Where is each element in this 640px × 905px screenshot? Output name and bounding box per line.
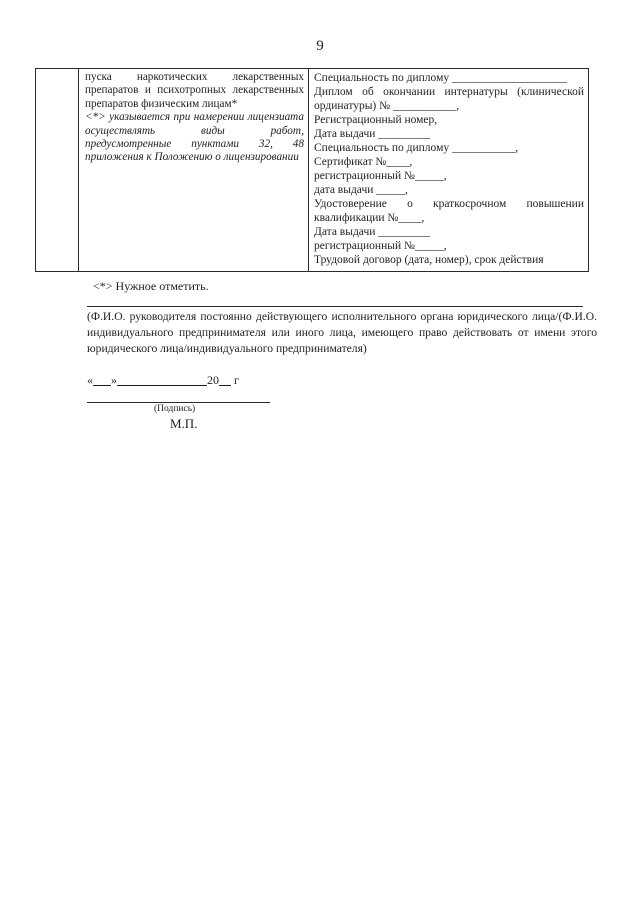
detail-line: дата выдачи _____, xyxy=(314,184,408,196)
description-note: <*> указывается при намерении лицензиата осуществлять виды работ, предусмотренные пунктами 32, 48 приложения к Положению о лицензировании xyxy=(85,111,304,164)
detail-line: Сертификат №____, xyxy=(314,156,413,168)
name-signature-line xyxy=(87,306,583,307)
date-open-quote: « xyxy=(87,373,93,387)
table-cell-number xyxy=(36,69,79,272)
stamp-label: М.П. xyxy=(170,416,198,431)
detail-line: Трудовой договор (дата, номер), срок действия xyxy=(314,254,544,266)
detail-line: Специальность по диплому ____________________ xyxy=(314,72,567,84)
detail-line: Дата выдачи _________ xyxy=(314,128,431,140)
date-close-quote: » xyxy=(111,373,117,387)
date-year-suffix: г xyxy=(234,373,239,387)
detail-line: Диплом об окончании интернатуры (клинической ординатуры) № ___________, xyxy=(314,86,584,112)
footnote: <*> Нужное отметить. xyxy=(93,279,209,293)
signature-caption: (Ф.И.О. руководителя постоянно действующего исполнительного органа юридического лица/(Ф.И.О. индивидуального предпринимателя или иного лица, имеющего право действовать от имени этого юридического лица/индивидуального предпринимателя) xyxy=(87,310,597,355)
detail-line: Регистрационный номер, xyxy=(314,114,438,126)
table-cell-description xyxy=(79,69,309,272)
table-cell-details xyxy=(309,69,589,272)
signature-label: (Подпись) xyxy=(154,404,196,414)
page-number: 9 xyxy=(316,38,324,54)
signature-line xyxy=(87,402,270,403)
detail-line: Дата выдачи _________ xyxy=(314,226,431,238)
detail-line: регистрационный №_____, xyxy=(314,240,447,252)
table-row xyxy=(36,69,589,272)
detail-line: Специальность по диплому ___________, xyxy=(314,142,519,154)
form-table xyxy=(35,68,589,272)
description-text: пуска наркотических лекарственных препаратов и психотропных лекарственных препаратов физическим лицам* xyxy=(85,71,304,110)
detail-line: Удостоверение о краткосрочном повышении квалификации №____, xyxy=(314,198,584,224)
date-line xyxy=(87,373,239,388)
date-year-prefix: 20 xyxy=(207,373,219,387)
detail-line: регистрационный №_____, xyxy=(314,170,447,182)
